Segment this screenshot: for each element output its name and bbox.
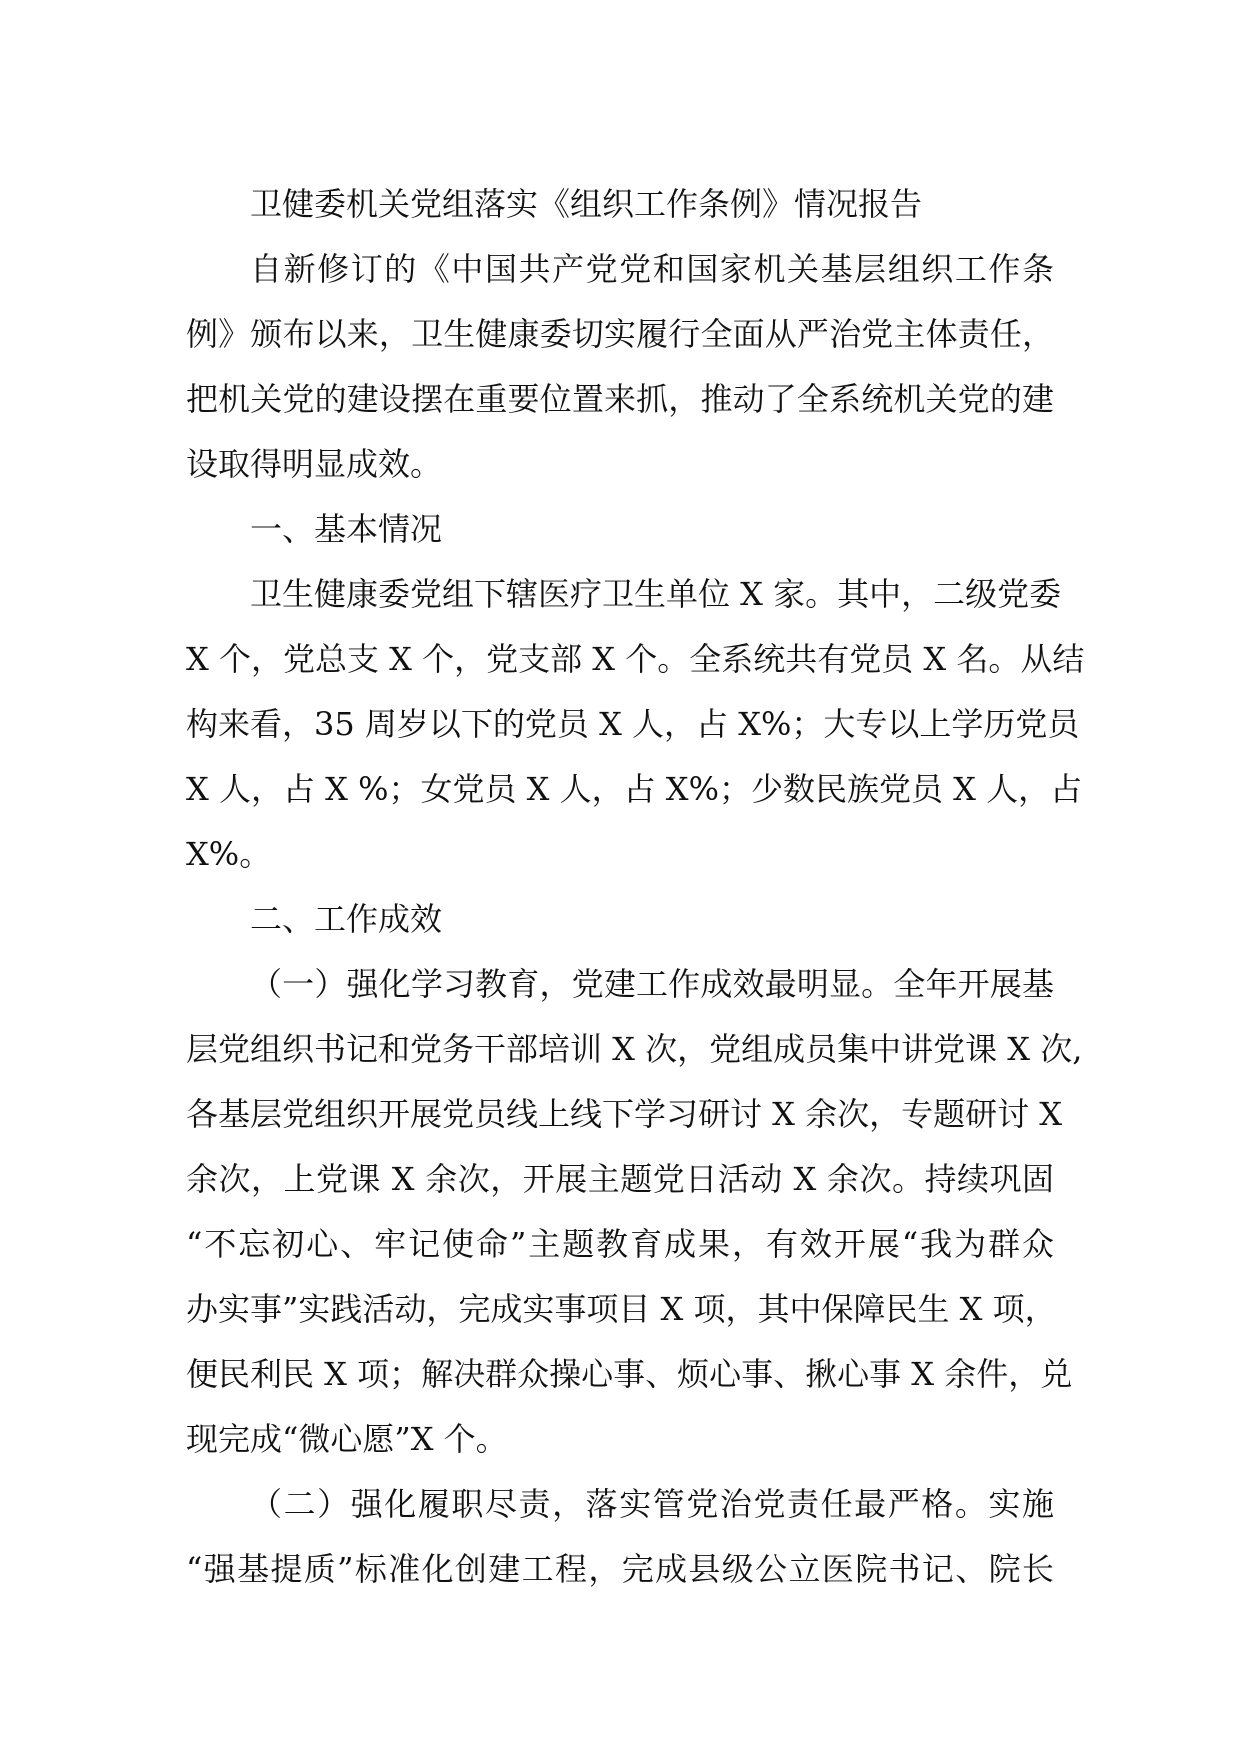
text-line: X 个，党总支 X 个，党支部 X 个。全系统共有党员 X 名。从结 [186,640,1085,678]
text-line: （二）强化履职尽责，落实管党治党责任最严格。实施 [250,1485,1054,1523]
section-heading-results: 二、工作成效 [250,900,443,938]
text-line: 各基层党组织开展党员线上线下学习研讨 X 余次，专题研讨 X [186,1095,1063,1133]
text-line: 把机关党的建设摆在重要位置来抓，推动了全系统机关党的建 [186,380,1054,418]
text-line: 办实事”实践活动，完成实事项目 X 项，其中保障民生 X 项， [186,1290,1057,1328]
paragraph-intro [186,237,1054,497]
text-line: 设取得明显成效。 [186,445,443,483]
text-line: X%。 [186,835,272,873]
paragraph-responsibility [186,1472,1054,1602]
document-title: 卫健委机关党组落实《组织工作条例》情况报告 [250,185,923,223]
text-line: “强基提质”标准化创建工程，完成县级公立医院书记、院长 [186,1550,1054,1588]
text-line: （一）强化学习教育，党建工作成效最明显。全年开展基 [250,965,1054,1003]
text-line: 便民利民 X 项；解决群众操心事、烦心事、揪心事 X 余件，兑 [186,1355,1073,1393]
text-line: 现完成“微心愿”X 个。 [186,1420,508,1458]
text-line: X 人，占 X %；女党员 X 人，占 X%；少数民族党员 X 人，占 [186,770,1083,808]
text-line: 余次，上党课 X 余次，开展主题党日活动 X 余次。持续巩固 [186,1160,1054,1198]
paragraph-study-education [186,952,1083,1472]
text-line: 卫生健康委党组下辖医疗卫生单位 X 家。其中，二级党委 [250,575,1062,613]
text-line: 层党组织书记和党务干部培训 X 次，党组成员集中讲党课 X 次, [186,1030,1083,1068]
text-line: 构来看，35 周岁以下的党员 X 人，占 X%；大专以上学历党员 [186,705,1080,743]
text-line: “不忘初心、牢记使命”主题教育成果，有效开展“我为群众 [186,1225,1054,1263]
text-line: 例》颁布以来，卫生健康委切实履行全面从严治党主体责任， [186,315,1054,353]
text-line: 自新修订的《中国共产党党和国家机关基层组织工作条 [250,250,1054,288]
paragraph-basic-situation [186,562,1085,887]
document-body [186,172,1085,1602]
section-heading-basic: 一、基本情况 [250,510,443,548]
